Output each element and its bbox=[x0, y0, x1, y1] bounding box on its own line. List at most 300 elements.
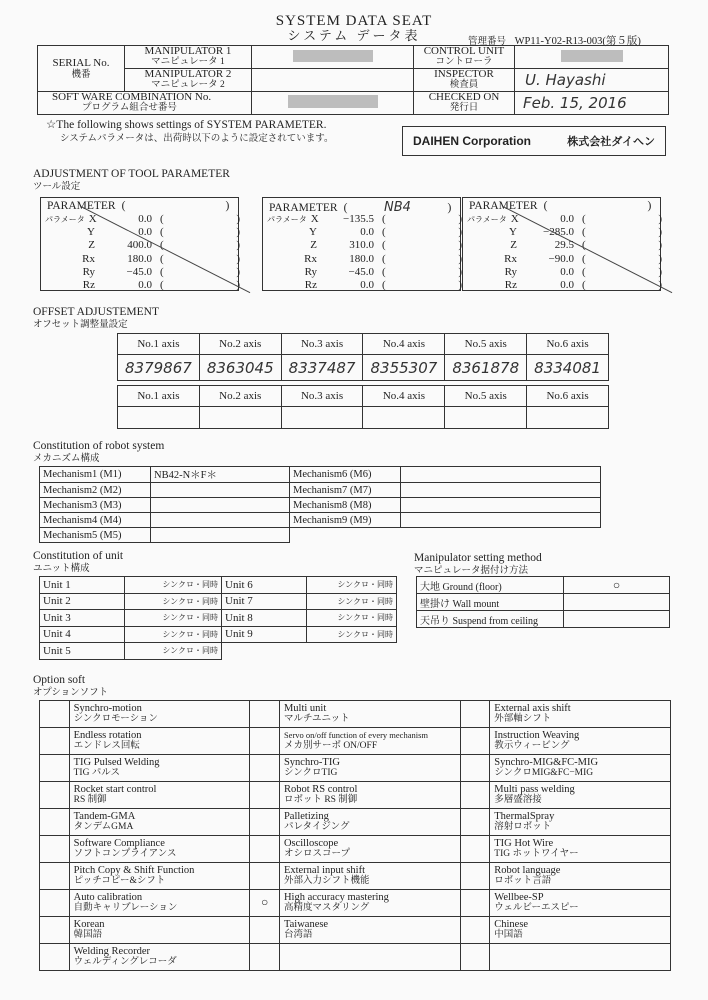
axis-value: 0.0 bbox=[560, 279, 574, 292]
mechanism-label: Mechanism6 (M6) bbox=[290, 467, 401, 483]
axis-label bbox=[45, 266, 100, 279]
mechanism-label: Mechanism9 (M9) bbox=[290, 513, 401, 528]
option-name bbox=[69, 863, 250, 890]
parameter-row bbox=[467, 253, 662, 266]
paren-open: ( bbox=[582, 279, 586, 292]
mount-mark bbox=[564, 594, 670, 611]
unit-sync: シンクロ・同時 bbox=[125, 610, 222, 627]
mechanism-value bbox=[401, 513, 601, 528]
option-check bbox=[250, 809, 280, 836]
option-name-jp: 韓国語 bbox=[73, 930, 103, 940]
axis-name: Ry bbox=[504, 265, 517, 278]
paren-open: ( bbox=[160, 279, 164, 292]
unit-label: Unit 4 bbox=[40, 626, 125, 643]
unit-sync: シンクロ・同時 bbox=[307, 593, 397, 610]
parameter-paren-close: ) bbox=[447, 202, 452, 214]
option-check bbox=[460, 890, 490, 917]
mechanism-title-en: Constitution of robot system bbox=[33, 440, 165, 452]
axis-name: Rx bbox=[504, 252, 517, 265]
offset-section-title bbox=[33, 306, 159, 332]
paren-open: ( bbox=[582, 213, 586, 225]
option-check bbox=[460, 728, 490, 755]
mount-label: 壁掛け Wall mount bbox=[417, 594, 564, 611]
offset-title-jp: オフセット調整量設定 bbox=[33, 320, 128, 330]
parameter-paren-open: ( bbox=[343, 202, 348, 214]
mount-table bbox=[416, 576, 670, 628]
unit-sync: シンクロ・同時 bbox=[307, 610, 397, 627]
mechanism-label: Mechanism7 (M7) bbox=[290, 483, 401, 498]
mechanism-label: Mechanism2 (M2) bbox=[40, 483, 151, 498]
axis-value: 0.0 bbox=[360, 226, 374, 239]
option-name bbox=[279, 890, 460, 917]
control-number-value: WP11-Y02-R13-003(第５版) bbox=[514, 36, 641, 47]
axis-value: 180.0 bbox=[349, 252, 374, 265]
option-check bbox=[460, 782, 490, 809]
option-name bbox=[490, 755, 671, 782]
inspector-label: INSPECTOR bbox=[434, 68, 494, 80]
axis-name: Z bbox=[510, 239, 517, 252]
option-name-jp: RS 制御 bbox=[73, 795, 107, 805]
option-row bbox=[40, 782, 671, 809]
parameter-paren-close: ) bbox=[647, 200, 652, 212]
option-name bbox=[279, 917, 460, 944]
axis-label bbox=[267, 266, 322, 279]
option-name-jp: 外部入力シフト機能 bbox=[283, 876, 370, 886]
parameter-label: PARAMETER bbox=[469, 200, 538, 212]
mount-label: 天吊り Suspend from ceiling bbox=[417, 611, 564, 628]
offset-value-empty bbox=[281, 407, 363, 429]
option-name-en: TIG Hot Wire bbox=[494, 837, 554, 849]
parameter-row bbox=[267, 279, 462, 292]
paren-close: ) bbox=[458, 239, 462, 252]
offset-header: No.3 axis bbox=[281, 334, 363, 355]
option-name-jp: シンクロTIG bbox=[283, 768, 338, 778]
option-name-jp: ロボット言語 bbox=[494, 876, 552, 886]
option-name-jp: オシロスコープ bbox=[283, 849, 350, 859]
offset-header: No.2 axis bbox=[199, 334, 281, 355]
option-name bbox=[279, 755, 460, 782]
mount-mark bbox=[564, 611, 670, 628]
mechanism-table bbox=[39, 466, 601, 543]
option-name-en: Rocket start control bbox=[73, 783, 157, 795]
option-name-jp: メカ別サーボ ON/OFF bbox=[283, 741, 378, 751]
option-check bbox=[40, 917, 70, 944]
offset-header: No.3 axis bbox=[281, 386, 363, 407]
option-name-en: Multi pass welding bbox=[494, 783, 575, 795]
offset-value: 8334081 bbox=[527, 355, 609, 381]
offset-header: No.4 axis bbox=[363, 334, 445, 355]
option-name-jp: 多層盛溶接 bbox=[494, 795, 542, 805]
option-row bbox=[40, 836, 671, 863]
axis-label bbox=[267, 279, 322, 292]
tool-title-en: ADJUSTMENT OF TOOL PARAMETER bbox=[33, 168, 230, 180]
parameter-row bbox=[467, 239, 662, 252]
control-unit-value bbox=[515, 46, 669, 69]
axis-label bbox=[467, 239, 522, 252]
option-row bbox=[40, 944, 671, 971]
axis-paren bbox=[152, 226, 240, 239]
option-name-en: Servo on/off function of every mechanism bbox=[283, 729, 429, 740]
paren-open: ( bbox=[582, 265, 586, 278]
unit-table bbox=[39, 576, 397, 660]
tool-parameter-box bbox=[40, 197, 239, 291]
unit-sync: シンクロ・同時 bbox=[307, 626, 397, 643]
mechanism-empty bbox=[290, 528, 601, 543]
offset-value-empty bbox=[363, 407, 445, 429]
axis-name: Y bbox=[309, 226, 317, 239]
option-name-jp: ウェルビーエスピー bbox=[494, 903, 579, 913]
option-check bbox=[40, 809, 70, 836]
option-name-jp: ウェルディングレコーダ bbox=[73, 957, 177, 967]
option-check bbox=[40, 782, 70, 809]
option-name bbox=[490, 890, 671, 917]
option-name-jp: パレタイジング bbox=[283, 822, 350, 832]
unit-label: Unit 5 bbox=[40, 643, 125, 660]
option-name bbox=[279, 701, 460, 728]
axis-value: −135.5 bbox=[343, 213, 374, 225]
parameter-row bbox=[45, 239, 240, 252]
axis-paren bbox=[374, 279, 462, 292]
software-value bbox=[252, 92, 414, 115]
mount-row bbox=[417, 611, 670, 628]
axis-label bbox=[45, 253, 100, 266]
axis-value: −45.0 bbox=[348, 265, 374, 278]
option-name bbox=[279, 863, 460, 890]
paren-open: ( bbox=[582, 239, 586, 252]
option-name-jp: マルチユニット bbox=[283, 714, 350, 724]
software-label-jp: プログラム組合せ番号 bbox=[82, 103, 177, 113]
unit-sync: シンクロ・同時 bbox=[125, 593, 222, 610]
axis-label bbox=[45, 279, 100, 292]
option-row bbox=[40, 890, 671, 917]
mechanism-row bbox=[40, 528, 601, 543]
parameter-title bbox=[47, 200, 229, 212]
option-name bbox=[490, 944, 671, 971]
offset-header: No.4 axis bbox=[363, 386, 445, 407]
offset-value: 8379867 bbox=[118, 355, 200, 381]
unit-row bbox=[40, 626, 397, 643]
offset-header: No.6 axis bbox=[527, 386, 609, 407]
offset-value-row bbox=[118, 407, 609, 429]
offset-value-row bbox=[118, 355, 609, 381]
parameter-paren-open: ( bbox=[543, 200, 548, 212]
option-name bbox=[69, 728, 250, 755]
axis-label bbox=[467, 213, 522, 226]
option-name bbox=[69, 944, 250, 971]
option-name-jp: ピッチコピー&シフト bbox=[73, 876, 166, 886]
options-section-title bbox=[33, 674, 108, 700]
axis-paren bbox=[374, 266, 462, 279]
paren-open: ( bbox=[582, 252, 586, 265]
option-name-en: Oscilloscope bbox=[283, 837, 339, 849]
axis-value: 0.0 bbox=[138, 213, 152, 225]
paren-close: ) bbox=[458, 265, 462, 278]
parameter-row bbox=[267, 253, 462, 266]
option-name-en: Taiwanese bbox=[283, 918, 329, 930]
option-name-jp: 台湾語 bbox=[283, 930, 313, 940]
mechanism-row bbox=[40, 467, 601, 483]
parameter-row bbox=[467, 213, 662, 226]
option-name bbox=[69, 890, 250, 917]
checked-label-jp: 発行日 bbox=[449, 103, 479, 113]
unit-label: Unit 7 bbox=[222, 593, 307, 610]
option-check bbox=[250, 836, 280, 863]
inspector-label-jp: 検査員 bbox=[449, 80, 479, 90]
mount-label: 大地 Ground (floor) bbox=[417, 577, 564, 594]
unit-label: Unit 8 bbox=[222, 610, 307, 627]
offset-value-empty bbox=[118, 407, 200, 429]
mechanism-label: Mechanism3 (M3) bbox=[40, 498, 151, 513]
mechanism-value bbox=[151, 528, 290, 543]
serial-label-cell bbox=[38, 46, 125, 92]
parameter-label: PARAMETER bbox=[47, 200, 116, 212]
axis-name: Y bbox=[87, 226, 95, 239]
axis-label bbox=[45, 239, 100, 252]
paren-open: ( bbox=[160, 265, 164, 278]
paren-close: ) bbox=[458, 226, 462, 239]
axis-value: −45.0 bbox=[126, 265, 152, 278]
serial-label: SERIAL No. bbox=[52, 56, 110, 69]
manipulator2-label-cell bbox=[125, 69, 252, 92]
option-check bbox=[250, 728, 280, 755]
option-name-jp: 溶射ロボット bbox=[494, 822, 552, 832]
option-name-jp: TIG パルス bbox=[73, 768, 121, 778]
parameter-label-jp: パラメータ bbox=[467, 215, 507, 224]
mechanism-row bbox=[40, 498, 601, 513]
axis-name: Z bbox=[88, 239, 95, 252]
option-name bbox=[279, 836, 460, 863]
info-table bbox=[37, 45, 669, 115]
paren-close: ) bbox=[236, 213, 240, 225]
offset-value: 8363045 bbox=[199, 355, 281, 381]
mount-row bbox=[417, 594, 670, 611]
paren-close: ) bbox=[458, 279, 462, 292]
option-row bbox=[40, 809, 671, 836]
offset-header: No.5 axis bbox=[445, 334, 527, 355]
parameter-paren-close: ) bbox=[225, 200, 230, 212]
option-row bbox=[40, 701, 671, 728]
option-name-jp: 高精度マスタリング bbox=[283, 903, 370, 913]
option-name bbox=[490, 836, 671, 863]
option-name-en: Multi unit bbox=[283, 702, 327, 714]
option-row bbox=[40, 917, 671, 944]
option-name bbox=[279, 944, 460, 971]
option-row bbox=[40, 863, 671, 890]
control-unit-label-jp: コントローラ bbox=[435, 57, 493, 67]
option-name-jp: ロボット RS 制御 bbox=[283, 795, 358, 805]
manipulator1-value bbox=[252, 46, 414, 69]
axis-value: 400.0 bbox=[127, 239, 152, 252]
axis-paren bbox=[152, 213, 240, 226]
option-name-en: Palletizing bbox=[283, 810, 329, 822]
offset-value-empty bbox=[527, 407, 609, 429]
axis-label bbox=[267, 239, 322, 252]
option-check bbox=[460, 836, 490, 863]
paren-close: ) bbox=[236, 279, 240, 292]
axis-label bbox=[45, 226, 100, 239]
software-label-cell bbox=[38, 92, 252, 115]
control-number-label: 管理番号 bbox=[468, 37, 507, 47]
parameter-row bbox=[267, 213, 462, 226]
unit-label: Unit 2 bbox=[40, 593, 125, 610]
axis-paren bbox=[152, 266, 240, 279]
redacted-block bbox=[288, 95, 378, 108]
axis-paren bbox=[374, 213, 462, 226]
unit-row bbox=[40, 593, 397, 610]
axis-paren bbox=[574, 239, 662, 252]
option-name-en: Wellbee-SP bbox=[494, 891, 544, 903]
option-name bbox=[279, 728, 460, 755]
axis-value: −90.0 bbox=[548, 252, 574, 265]
option-name-jp: TIG ホットワイヤー bbox=[494, 849, 579, 859]
axis-value: −285.0 bbox=[543, 226, 574, 239]
inspector-signature bbox=[515, 69, 669, 92]
axis-name: Rx bbox=[304, 252, 317, 265]
offset-header-row bbox=[118, 386, 609, 407]
option-name bbox=[490, 809, 671, 836]
paren-open: ( bbox=[160, 226, 164, 239]
option-check bbox=[460, 809, 490, 836]
option-name-en: Chinese bbox=[494, 918, 529, 930]
option-name bbox=[69, 701, 250, 728]
axis-paren bbox=[374, 253, 462, 266]
option-name bbox=[490, 728, 671, 755]
axis-name: X bbox=[510, 213, 519, 225]
unit-label: Unit 9 bbox=[222, 626, 307, 643]
tool-parameter-box bbox=[262, 197, 461, 291]
option-check bbox=[250, 782, 280, 809]
offset-header: No.5 axis bbox=[445, 386, 527, 407]
paren-close: ) bbox=[658, 213, 662, 225]
option-check bbox=[40, 701, 70, 728]
serial-label-jp: 機番 bbox=[71, 69, 91, 80]
tool-title-jp: ツール設定 bbox=[33, 182, 81, 192]
option-name-en: External axis shift bbox=[494, 702, 571, 714]
paren-close: ) bbox=[658, 239, 662, 252]
mechanism-section-title bbox=[33, 440, 164, 466]
title-jp: システム データ表 bbox=[287, 28, 421, 43]
paren-open: ( bbox=[382, 279, 386, 292]
control-unit-label-cell bbox=[414, 46, 515, 69]
option-name-jp: ソフトコンプライアンス bbox=[73, 849, 177, 859]
parameter-row bbox=[45, 213, 240, 226]
offset-table-1 bbox=[117, 333, 609, 381]
parameter-row bbox=[267, 239, 462, 252]
paren-close: ) bbox=[658, 279, 662, 292]
paren-close: ) bbox=[658, 252, 662, 265]
paren-close: ) bbox=[236, 252, 240, 265]
unit-row bbox=[40, 577, 397, 594]
axis-label bbox=[267, 213, 322, 226]
option-name-en: Endless rotation bbox=[73, 729, 142, 741]
offset-value: 8355307 bbox=[363, 355, 445, 381]
axis-name: Rz bbox=[304, 279, 317, 292]
parameter-label-jp: パラメータ bbox=[267, 215, 307, 224]
axis-value: 0.0 bbox=[360, 279, 374, 292]
paren-close: ) bbox=[236, 265, 240, 278]
option-name bbox=[279, 809, 460, 836]
option-row bbox=[40, 755, 671, 782]
option-name-jp: シンクロモーション bbox=[73, 714, 158, 724]
axis-value: 0.0 bbox=[138, 279, 152, 292]
option-name bbox=[279, 782, 460, 809]
axis-value: 0.0 bbox=[560, 265, 574, 278]
mechanism-value bbox=[151, 483, 290, 498]
company-name-jp: 株式会社ダイヘン bbox=[567, 135, 655, 148]
mount-mark: ○ bbox=[564, 577, 670, 594]
option-check bbox=[250, 755, 280, 782]
unit-title-jp: ユニット構成 bbox=[33, 564, 90, 574]
parameter-paren-open: ( bbox=[121, 200, 126, 212]
option-name-en: Korean bbox=[73, 918, 105, 930]
unit-title-en: Constitution of unit bbox=[33, 550, 124, 562]
mechanism-value bbox=[151, 498, 290, 513]
option-name-jp: シンクロMIG&FC−MIG bbox=[494, 768, 594, 778]
paren-close: ) bbox=[658, 226, 662, 239]
unit-row bbox=[40, 610, 397, 627]
parameter-rows bbox=[45, 213, 240, 292]
parameter-note: NB4 bbox=[383, 200, 411, 215]
manipulator1-label-cell bbox=[125, 46, 252, 69]
tool-section-title bbox=[33, 168, 230, 194]
parameter-row bbox=[45, 253, 240, 266]
parameter-row bbox=[267, 266, 462, 279]
offset-header: No.6 axis bbox=[527, 334, 609, 355]
axis-name: X bbox=[310, 213, 319, 225]
option-name-en: Synchro-motion bbox=[73, 702, 142, 714]
paren-open: ( bbox=[382, 239, 386, 252]
option-name bbox=[490, 782, 671, 809]
mechanism-label: Mechanism1 (M1) bbox=[40, 467, 151, 483]
axis-value: 180.0 bbox=[127, 252, 152, 265]
paren-open: ( bbox=[382, 265, 386, 278]
option-name bbox=[490, 917, 671, 944]
parameter-row bbox=[467, 279, 662, 292]
axis-name: Rx bbox=[82, 252, 95, 265]
inspector-signature-text: U. Hayashi bbox=[525, 71, 606, 89]
unit-section-title bbox=[33, 550, 123, 576]
paren-open: ( bbox=[160, 213, 164, 225]
paren-open: ( bbox=[382, 213, 386, 225]
paren-open: ( bbox=[160, 239, 164, 252]
control-unit-label: CONTROL UNIT bbox=[423, 45, 505, 57]
inspector-label-cell bbox=[414, 69, 515, 92]
option-name-en: TIG Pulsed Welding bbox=[73, 756, 160, 768]
option-check bbox=[460, 863, 490, 890]
options-title-jp: オプションソフト bbox=[33, 688, 109, 698]
manipulator1-label: MANIPULATOR 1 bbox=[144, 45, 232, 57]
unit-empty bbox=[222, 643, 397, 660]
mechanism-label: Mechanism4 (M4) bbox=[40, 513, 151, 528]
options-title-en: Option soft bbox=[33, 674, 86, 686]
checked-date bbox=[515, 92, 669, 115]
paren-close: ) bbox=[458, 252, 462, 265]
option-check bbox=[40, 863, 70, 890]
axis-paren bbox=[574, 226, 662, 239]
axis-value: 0.0 bbox=[138, 226, 152, 239]
parameter-label: PARAMETER bbox=[269, 202, 338, 214]
option-name bbox=[69, 917, 250, 944]
paren-close: ) bbox=[658, 265, 662, 278]
parameter-rows bbox=[467, 213, 662, 292]
option-name bbox=[490, 701, 671, 728]
note-jp: システムパラメータは、出荷時以下のように設定されています。 bbox=[60, 134, 334, 144]
offset-title-en: OFFSET ADJUSTEMENT bbox=[33, 306, 159, 318]
option-name-en: Instruction Weaving bbox=[494, 729, 580, 741]
option-check: ○ bbox=[250, 890, 280, 917]
option-name-en: Pitch Copy & Shift Function bbox=[73, 864, 195, 876]
option-check bbox=[460, 701, 490, 728]
